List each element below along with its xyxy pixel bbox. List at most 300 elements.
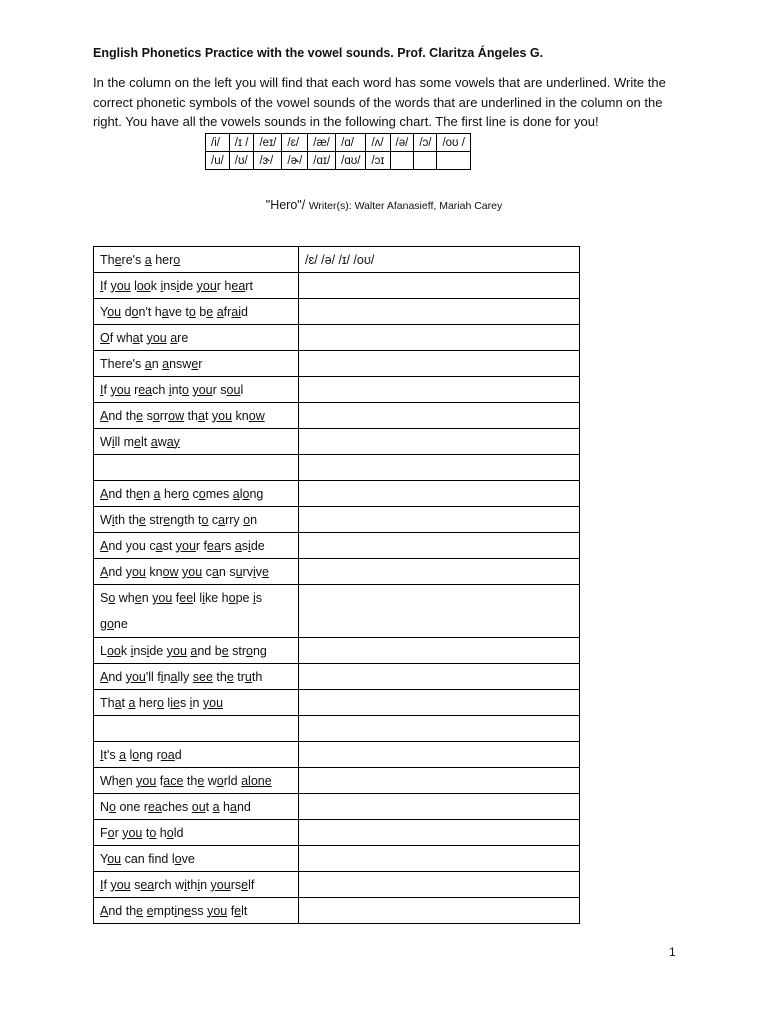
vowel-symbol: /i/ (206, 134, 230, 152)
lyric-text: nd (236, 799, 251, 814)
lyric-text: Y (100, 304, 108, 319)
underlined-vowel: e (138, 512, 146, 527)
vowel-chart (205, 133, 471, 170)
underlined-vowel: i (174, 903, 178, 918)
lyric-text: her (160, 486, 183, 501)
underlined-vowel: i (168, 382, 172, 397)
lyric-text: r f (195, 538, 208, 553)
lyric-line (94, 638, 299, 664)
lyric-text: lf (248, 877, 255, 892)
lyric-row (94, 638, 580, 664)
lyric-text: t (142, 825, 150, 840)
lyric-text: str (228, 643, 246, 658)
answer-cell[interactable] (299, 377, 580, 403)
lyric-row (94, 690, 580, 716)
underlined-vowel: e (134, 591, 142, 605)
lyric-text: n (200, 877, 211, 892)
answer-cell[interactable] (299, 403, 580, 429)
lyric-text: pe (235, 591, 253, 605)
lyric-line (94, 247, 299, 273)
lyric-text: ngth t (170, 512, 202, 527)
lyric-text: d (241, 304, 248, 319)
underlined-vowel: you (146, 330, 167, 345)
lyric-text: ng (252, 643, 267, 658)
lyric-text: s (143, 408, 153, 423)
underlined-vowel: you (125, 669, 146, 684)
lyric-line (94, 507, 299, 533)
underlined-vowel: ea (207, 538, 221, 553)
lyric-text: ne (113, 617, 128, 631)
vowel-symbol: /eɪ/ (254, 134, 282, 152)
underlined-vowel: alone (241, 773, 272, 788)
underlined-vowel: i (160, 278, 164, 293)
lyric-text: t (205, 799, 213, 814)
lyric-row (94, 299, 580, 325)
answer-cell[interactable] (299, 585, 580, 638)
underlined-vowel: you (196, 278, 217, 293)
underlined-vowel: e (234, 903, 242, 918)
lyric-text: r (114, 825, 123, 840)
lyric-text: W (100, 512, 112, 527)
underlined-vowel: e (163, 512, 171, 527)
page-number: 1 (669, 945, 676, 959)
lyric-text: t (121, 695, 129, 710)
underlined-vowel: i (146, 643, 150, 658)
underlined-vowel: e (226, 669, 234, 684)
lyric-text: d (174, 747, 182, 762)
lyric-text: de (250, 538, 265, 553)
lyric-text: nd b (197, 643, 222, 658)
lyric-text: c (208, 512, 219, 527)
underlined-vowel: I (100, 382, 104, 397)
lyric-row (94, 716, 580, 742)
underlined-vowel: I (100, 877, 104, 892)
underlined-vowel: e (261, 564, 269, 579)
answer-cell[interactable] (299, 455, 580, 481)
underlined-vowel: A (100, 486, 109, 501)
lyric-text: n (151, 356, 163, 371)
lyric-line (94, 559, 299, 585)
lyric-text: c (202, 564, 212, 579)
lyric-row (94, 846, 580, 872)
underlined-vowel: i (197, 877, 201, 892)
underlined-vowel: ai (231, 304, 242, 319)
answer-cell[interactable] (299, 325, 580, 351)
underlined-vowel: a (170, 669, 178, 684)
underlined-vowel: you (136, 773, 157, 788)
underlined-vowel: o (243, 512, 251, 527)
underlined-vowel: e (197, 773, 205, 788)
underlined-vowel: a (144, 356, 152, 371)
lyric-text: N (100, 799, 110, 814)
song-credit (0, 198, 768, 212)
lyric-text: rt (245, 278, 253, 293)
underlined-vowel: o (188, 304, 196, 319)
underlined-vowel: a (234, 538, 242, 553)
lyric-row (94, 872, 580, 898)
lyric-line (94, 455, 299, 481)
lyric-text: ns (133, 643, 147, 658)
lyric-text: f (103, 382, 111, 397)
underlined-vowel: o (246, 643, 253, 658)
underlined-vowel: ea (140, 877, 155, 892)
lyric-row (94, 429, 580, 455)
lyric-text: c (189, 486, 199, 501)
answer-cell[interactable] (299, 664, 580, 690)
answer-cell[interactable] (299, 481, 580, 507)
underlined-vowel: o (149, 825, 157, 840)
lyric-text: F (100, 825, 108, 840)
underlined-vowel: you (110, 278, 131, 293)
lyric-row (94, 455, 580, 481)
underlined-vowel: e (184, 903, 192, 918)
answer-cell[interactable] (299, 794, 580, 820)
lyric-text: s (241, 538, 249, 553)
underlined-vowel: A (100, 538, 109, 553)
lyric-line (94, 403, 299, 429)
answer-cell[interactable] (299, 638, 580, 664)
lyric-line (94, 377, 299, 403)
underlined-vowel: you (122, 825, 143, 840)
answer-cell[interactable] (299, 429, 580, 455)
lyric-row (94, 533, 580, 559)
underlined-vowel: a (232, 486, 240, 501)
underlined-vowel: i (252, 591, 256, 605)
lyric-text: one r (115, 799, 148, 814)
lyric-row (94, 794, 580, 820)
lyric-text: s g (100, 591, 262, 631)
lyric-row (94, 325, 580, 351)
answer-cell[interactable] (299, 507, 580, 533)
lyric-line (94, 716, 299, 742)
lyric-text: de (179, 278, 197, 293)
underlined-vowel: a (119, 747, 127, 762)
lyric-row (94, 351, 580, 377)
lyric-row (94, 377, 580, 403)
underlined-vowel: ou (191, 799, 206, 814)
underlined-vowel: e (134, 434, 141, 449)
lyric-text: nd y (108, 564, 132, 579)
lyric-row (94, 742, 580, 768)
underlined-vowel: e (221, 643, 229, 658)
lyric-text: s (179, 695, 190, 710)
underlined-vowel: O (100, 330, 110, 345)
underlined-vowel: oo (106, 643, 121, 658)
underlined-vowel: o (173, 252, 181, 267)
underlined-vowel: i (248, 538, 251, 553)
lyric-text: rry (225, 512, 244, 527)
lyric-text: ns (163, 278, 177, 293)
lyric-line (94, 533, 299, 559)
underlined-vowel: i (252, 564, 256, 579)
vowel-symbol (414, 152, 437, 170)
underlined-vowel: you (207, 903, 228, 918)
underlined-vowel: I (100, 278, 104, 293)
lyric-line (94, 351, 299, 377)
lyric-line (94, 768, 299, 794)
lyric-row (94, 273, 580, 299)
lyric-line (94, 585, 299, 638)
vowel-chart-row (206, 134, 471, 152)
vowel-symbol: /ɚ/ (282, 152, 308, 170)
answer-cell[interactable]: /ɛ/ /ə/ /ɪ/ /oʊ/ (299, 247, 580, 273)
underlined-vowel: a (216, 304, 224, 319)
vowel-symbol: /ɑɪ/ (308, 152, 336, 170)
vowel-symbol: /oʊ / (437, 134, 471, 152)
underlined-vowel: ee (179, 591, 194, 605)
underlined-vowel: oo (136, 278, 151, 293)
lyric-text: t's (103, 747, 120, 762)
underlined-vowel: i (111, 512, 115, 527)
underlined-vowel: e (114, 252, 122, 267)
lyric-row (94, 559, 580, 585)
lyric-text: ss (191, 903, 208, 918)
lyric-row (94, 664, 580, 690)
lyric-text: str (145, 512, 164, 527)
lyric-text: Wh (100, 773, 119, 788)
underlined-vowel: ea (231, 278, 246, 293)
lyric-line (94, 898, 299, 924)
lyric-text: rld (223, 773, 242, 788)
lyric-text: rs (220, 538, 235, 553)
lyric-text: ng r (139, 747, 161, 762)
answer-cell[interactable] (299, 559, 580, 585)
lyric-text: tr (233, 669, 245, 684)
answer-cell[interactable] (299, 716, 580, 742)
lyric-row (94, 820, 580, 846)
vowel-symbol: /ɑ/ (336, 134, 366, 152)
lyric-text: f (172, 591, 180, 605)
lyric-line (94, 664, 299, 690)
lyric-text: de (149, 643, 167, 658)
underlined-vowel: see (192, 669, 213, 684)
lyric-text: nd (108, 669, 126, 684)
underlined-vowel: a (218, 512, 226, 527)
vowel-symbol: /ɛ/ (282, 134, 308, 152)
lyric-text: r h (216, 278, 232, 293)
vowel-symbol: /ɔɪ (366, 152, 390, 170)
lyric-text: n't h (138, 304, 162, 319)
underlined-vowel: ou (107, 304, 122, 319)
underlined-vowel: ie (170, 695, 180, 710)
answer-cell[interactable] (299, 872, 580, 898)
vowel-symbol: /ɑʊ/ (336, 152, 366, 170)
song-writers: Writer(s): Walter Afanasieff, Mariah Carey (308, 200, 503, 212)
lyric-text: f (103, 877, 111, 892)
lyric-text: fr (223, 304, 232, 319)
underlined-vowel: a (114, 695, 122, 710)
underlined-vowel: A (100, 408, 109, 423)
lyric-text: w (157, 434, 167, 449)
answer-cell[interactable] (299, 846, 580, 872)
lyric-text: r (198, 356, 203, 371)
lyric-text: d (121, 304, 132, 319)
lyric-row (94, 403, 580, 429)
underlined-vowel: you (152, 591, 173, 605)
lyric-text: k (120, 643, 131, 658)
lyric-text: b (195, 304, 207, 319)
underlined-vowel: a (211, 564, 219, 579)
lyric-text: n (125, 773, 137, 788)
vowel-symbol: /ɝ/ (254, 152, 282, 170)
underlined-vowel: o (106, 617, 114, 631)
underlined-vowel: a (132, 330, 140, 345)
lyric-text: w (204, 773, 217, 788)
underlined-vowel: a (161, 304, 169, 319)
lyric-text: r s (212, 382, 227, 397)
underlined-vowel: e (136, 903, 144, 918)
lyric-text: There's (100, 356, 145, 371)
lyric-text: 'll f (145, 669, 161, 684)
vowel-symbol: /u/ (206, 152, 230, 170)
underlined-vowel: e (146, 903, 154, 918)
lyric-text: rr (159, 408, 169, 423)
lyric-text: ng (249, 486, 264, 501)
lyric-text: re (177, 330, 189, 345)
lyric-text: ch (152, 382, 169, 397)
underlined-vowel: ow (168, 408, 185, 423)
underlined-vowel: ea (147, 799, 162, 814)
lyrics-worksheet-table (93, 246, 580, 924)
lyric-text: can find l (121, 851, 175, 866)
lyric-text: W (100, 434, 112, 449)
lyric-text: th (183, 773, 198, 788)
lyric-text: t (139, 330, 147, 345)
underlined-vowel: e (118, 773, 126, 788)
lyric-text: nd th (108, 408, 137, 423)
underlined-vowel: you (175, 538, 196, 553)
lyric-line (94, 481, 299, 507)
lyric-text: l (240, 382, 244, 397)
underlined-vowel: ow (248, 408, 265, 423)
lyric-text: L (100, 643, 107, 658)
answer-cell[interactable] (299, 820, 580, 846)
answer-cell[interactable] (299, 742, 580, 768)
answer-cell[interactable] (299, 351, 580, 377)
lyric-line (94, 794, 299, 820)
underlined-vowel: o (107, 825, 115, 840)
vowel-symbol (437, 152, 471, 170)
lyric-text: S (100, 591, 109, 605)
underlined-vowel: you (182, 564, 203, 579)
underlined-vowel: o (157, 695, 164, 710)
answer-cell[interactable] (299, 273, 580, 299)
underlined-vowel: you (110, 877, 131, 892)
underlined-vowel: you (192, 382, 213, 397)
lyric-text: ve t (168, 304, 189, 319)
lyric-line (94, 299, 299, 325)
lyric-text: her (151, 252, 174, 267)
lyric-line (94, 273, 299, 299)
answer-cell[interactable] (299, 768, 580, 794)
lyric-line (94, 690, 299, 716)
answer-cell[interactable] (299, 898, 580, 924)
underlined-vowel: you (110, 382, 131, 397)
underlined-vowel: u (235, 564, 243, 579)
lyric-text: ve (181, 851, 195, 866)
underlined-vowel: A (100, 903, 109, 918)
lyric-text: s (130, 877, 141, 892)
lyric-text: kn (145, 564, 163, 579)
lyric-text: ke h (204, 591, 229, 605)
lyric-row (94, 585, 580, 638)
underlined-vowel: a (153, 486, 161, 501)
lyric-text: Y (100, 851, 108, 866)
lyric-text: nd th (108, 486, 137, 501)
lyric-text: t (204, 408, 212, 423)
vowel-symbol: /æ/ (308, 134, 336, 152)
underlined-vowel: a (162, 356, 170, 371)
lyric-text: n (177, 903, 185, 918)
underlined-vowel: you (202, 695, 224, 710)
underlined-vowel: a (230, 799, 237, 814)
lyric-text: n (143, 486, 154, 501)
lyric-text: n (192, 695, 203, 710)
underlined-vowel: i (130, 643, 134, 658)
lyric-line (94, 820, 299, 846)
underlined-vowel: o (132, 747, 140, 762)
answer-cell[interactable] (299, 299, 580, 325)
underlined-vowel: a (198, 408, 205, 423)
underlined-vowel: e (241, 877, 249, 892)
lyric-line (94, 846, 299, 872)
lyric-text: k (150, 278, 161, 293)
underlined-vowel: o (242, 486, 250, 501)
lyric-text: Th (100, 695, 115, 710)
song-title: "Hero"/ (265, 198, 309, 212)
underlined-vowel: o (108, 591, 116, 605)
lyric-text: th th (114, 512, 139, 527)
lyric-text: ches (161, 799, 192, 814)
lyric-row (94, 247, 580, 273)
lyric-text: mpt (153, 903, 175, 918)
underlined-vowel: ow (162, 564, 179, 579)
lyric-text: lt (141, 434, 151, 449)
lyric-text: n (163, 669, 171, 684)
vowel-chart-row (206, 152, 471, 170)
lyric-text: th (251, 669, 263, 684)
underlined-vowel: a (170, 330, 178, 345)
lyric-text: rs (230, 877, 242, 892)
lyric-text: f (227, 903, 235, 918)
lyric-line (94, 325, 299, 351)
underlined-vowel: o (228, 591, 236, 605)
lyric-text: th (184, 408, 199, 423)
answer-cell[interactable] (299, 690, 580, 716)
underlined-vowel: o (109, 799, 116, 814)
lyric-text: lly (177, 669, 190, 684)
lyric-text: nd th (108, 903, 137, 918)
lyric-text: nsw (169, 356, 192, 371)
underlined-vowel: you (211, 408, 233, 423)
underlined-vowel: a (144, 252, 152, 267)
lyric-text: f (103, 278, 111, 293)
underlined-vowel: i (111, 434, 115, 449)
answer-cell[interactable] (299, 533, 580, 559)
lyric-text: Th (100, 252, 115, 267)
underlined-vowel: e (136, 408, 144, 423)
lyric-text: her (135, 695, 157, 710)
lyric-text: h (156, 825, 167, 840)
lyric-text: wh (115, 591, 135, 605)
underlined-vowel: you (210, 877, 231, 892)
underlined-vowel: A (100, 564, 109, 579)
underlined-vowel: e (136, 486, 144, 501)
underlined-vowel: e (206, 304, 214, 319)
underlined-vowel: o (201, 512, 209, 527)
lyric-text: l l (193, 591, 203, 605)
lyric-text: n s (218, 564, 236, 579)
